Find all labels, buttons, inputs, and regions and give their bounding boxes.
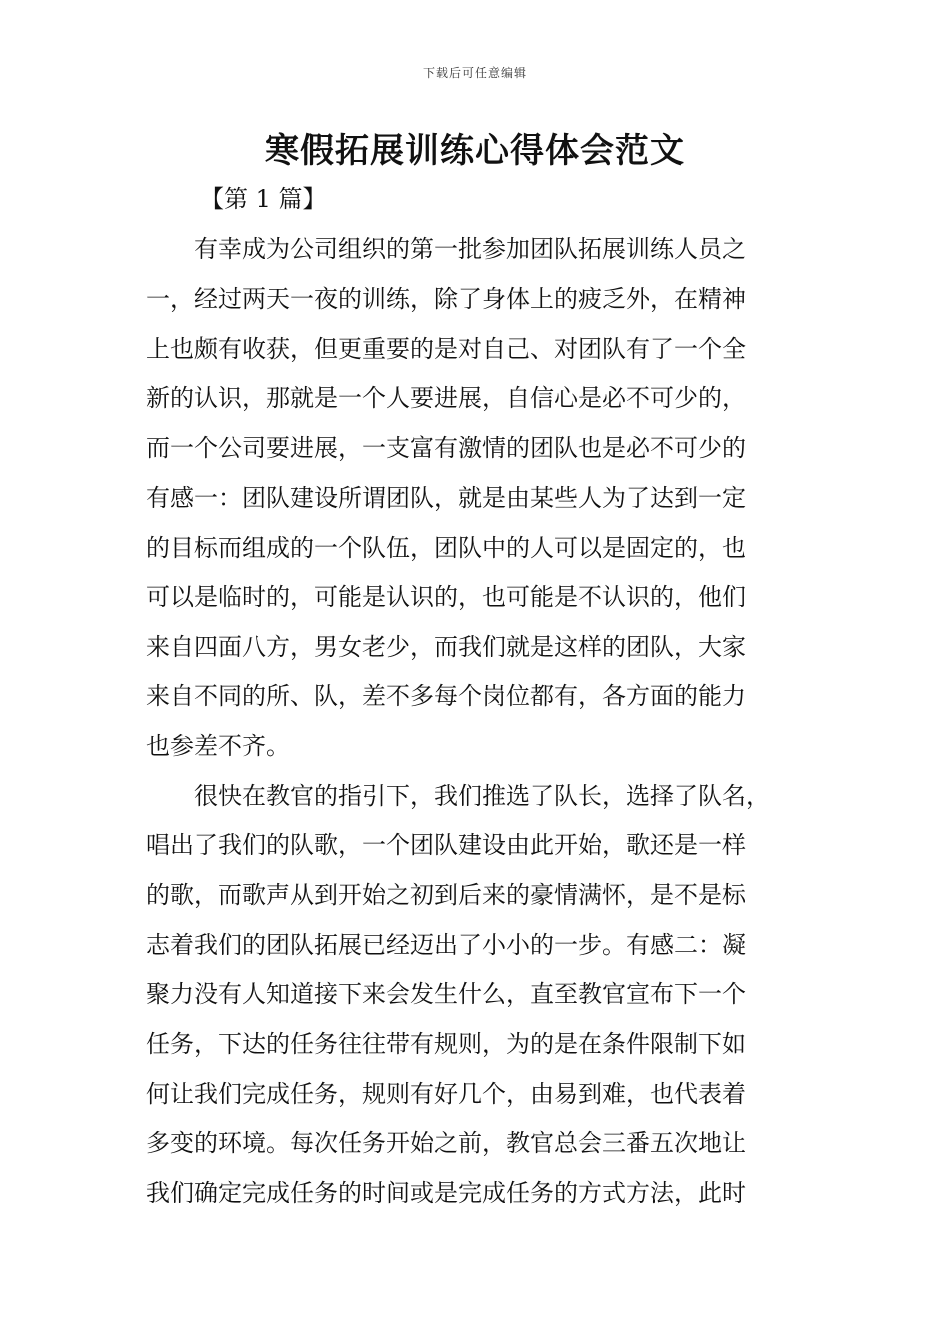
paragraph-line: 聚力没有人知道接下来会发生什么，直至教官宣布下一个 xyxy=(146,980,746,1008)
paragraph-line: 上也颇有收获，但更重要的是对自己、对团队有了一个全 xyxy=(146,335,746,363)
paragraph-line: 新的认识，那就是一个人要进展，自信心是必不可少的， xyxy=(146,384,746,412)
header-note: 下载后可任意编辑 xyxy=(422,66,527,80)
document-title: 寒假拓展训练心得体会范文 xyxy=(265,131,685,171)
paragraph-line: 而一个公司要进展，一支富有激情的团队也是必不可少的 xyxy=(146,434,746,462)
paragraph-line: 来自不同的所、队，差不多每个岗位都有，各方面的能力 xyxy=(146,682,746,710)
paragraph-line: 一，经过两天一夜的训练，除了身体上的疲乏外，在精神 xyxy=(146,285,746,313)
paragraph-line: 任务，下达的任务往往带有规则，为的是在条件限制下如 xyxy=(146,1030,746,1058)
paragraph-line: 多变的环境。每次任务开始之前，教官总会三番五次地让 xyxy=(146,1129,746,1157)
paragraph-line: 有感一：团队建设所谓团队，就是由某些人为了达到一定 xyxy=(146,484,746,512)
section-label: 【第 1 篇】 xyxy=(200,185,327,213)
paragraph-line: 何让我们完成任务，规则有好几个，由易到难，也代表着 xyxy=(146,1080,746,1108)
paragraph-line: 很快在教官的指引下，我们推选了队长，选择了队名， xyxy=(146,782,770,810)
paragraph-line: 志着我们的团队拓展已经迈出了小小的一步。有感二：凝 xyxy=(146,931,746,959)
paragraph-line: 的目标而组成的一个队伍，团队中的人可以是固定的，也 xyxy=(146,534,746,562)
paragraph-line: 唱出了我们的队歌，一个团队建设由此开始，歌还是一样 xyxy=(146,831,746,859)
paragraph-line: 有幸成为公司组织的第一批参加团队拓展训练人员之 xyxy=(146,235,746,263)
paragraph-line: 可以是临时的，可能是认识的，也可能是不认识的，他们 xyxy=(146,583,746,611)
paragraph-line: 也参差不齐。 xyxy=(146,732,290,760)
paragraph-line: 我们确定完成任务的时间或是完成任务的方式方法，此时 xyxy=(146,1179,746,1207)
paragraph-line: 来自四面八方，男女老少，而我们就是这样的团队，大家 xyxy=(146,633,746,661)
paragraph-line: 的歌，而歌声从到开始之初到后来的豪情满怀，是不是标 xyxy=(146,881,746,909)
